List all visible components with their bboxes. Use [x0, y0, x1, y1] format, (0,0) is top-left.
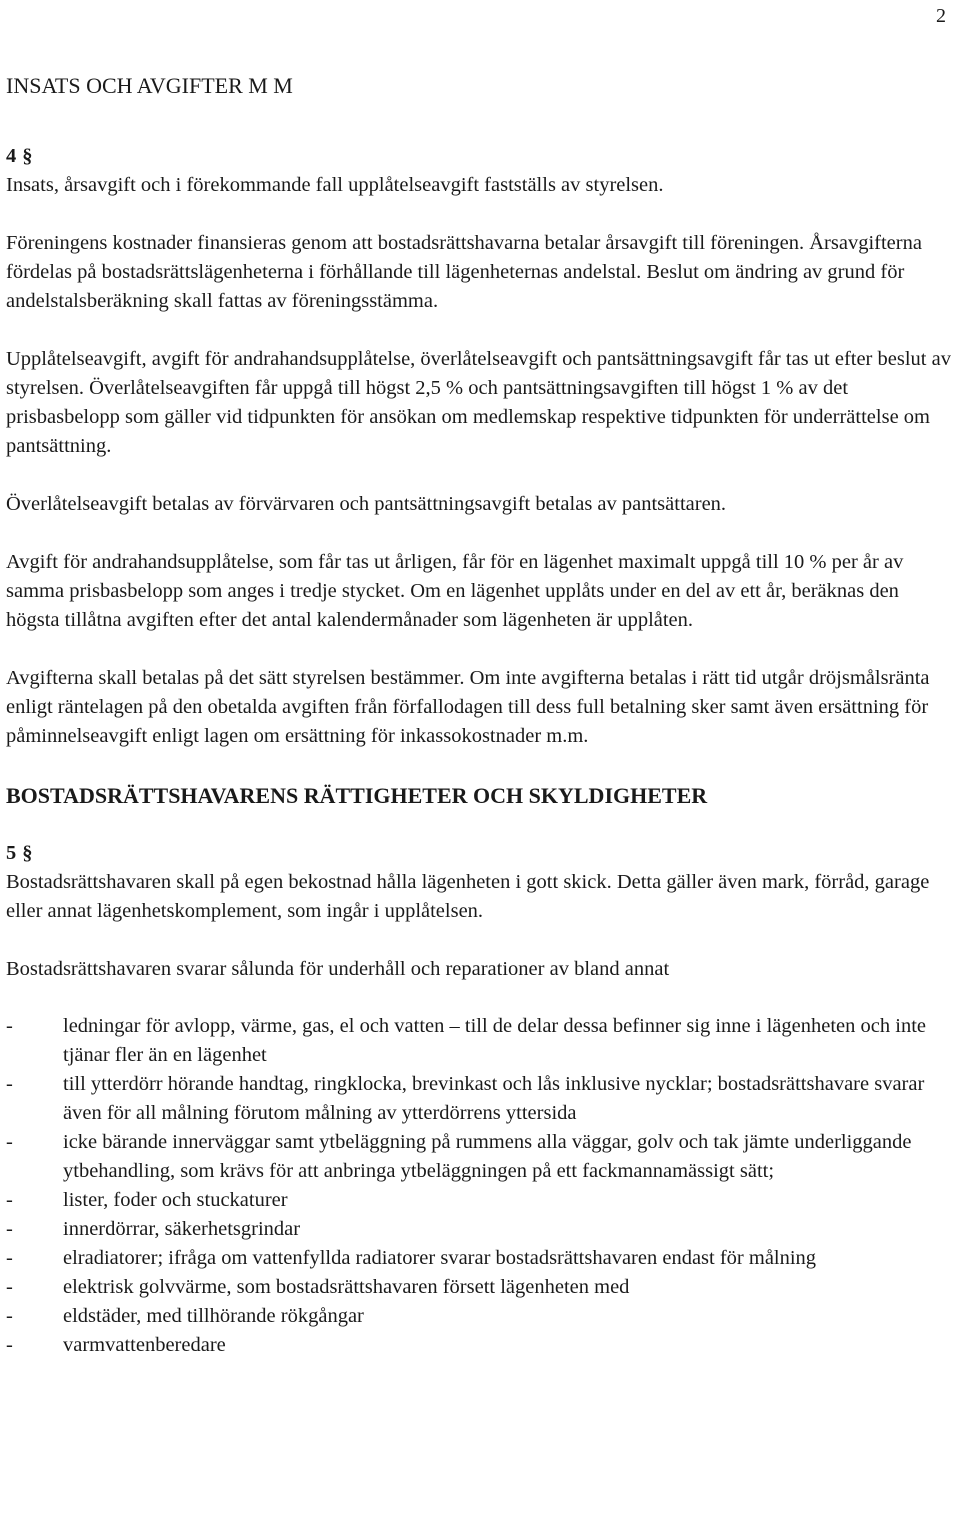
section-number-5 [6, 839, 956, 868]
list-item-text: lister, foder och stuckaturer [63, 1189, 288, 1211]
list-item [6, 1186, 956, 1215]
list-marker: - [6, 1305, 13, 1327]
paragraph: Föreningens kostnader finansieras genom att bostadsrättshavarna betalar årsavgift till föreningen. Årsavgifterna fördelas på bostadsrättslägenheterna i förhållande till lägenheternas andelstal. Beslut om ändring av grund för andelstalsberäkning skall fattas av föreningsstämma. [6, 232, 922, 312]
paragraph-sign: § [22, 842, 33, 864]
paragraph: Överlåtelseavgift betalas av förvärvaren och pantsättningsavgift betalas av pantsättaren. [6, 493, 727, 515]
list-item-text: eldstäder, med tillhörande rökgångar [63, 1305, 364, 1327]
list-marker: - [6, 1073, 13, 1095]
list-item-text: elradiatorer; ifråga om vattenfyllda radiatorer svarar bostadsrättshavaren endast för målning [63, 1247, 817, 1269]
list-item [6, 1128, 956, 1186]
list-item [6, 1070, 956, 1128]
list-item [6, 1331, 956, 1360]
list-marker: - [6, 1334, 13, 1356]
list-item [6, 1012, 956, 1070]
paragraph: Insats, årsavgift och i förekommande fall upplåtelseavgift fastställs av styrelsen. [6, 174, 664, 196]
paragraph: Avgifterna skall betalas på det sätt styrelsen bestämmer. Om inte avgifterna betalas i rätt tid utgår dröjsmålsränta enligt räntelagen på den obetalda avgiften från förfallodagen till dess full betalning sker samt även ersättning för påminnelseavgift enligt lagen om ersättning för inkassokostnader m.m. [6, 667, 930, 747]
paragraph-sign: § [22, 145, 33, 167]
list-marker: - [6, 1189, 13, 1211]
section-number-4 [6, 142, 956, 171]
list-marker: - [6, 1247, 13, 1269]
list-item-text: innerdörrar, säkerhetsgrindar [63, 1218, 301, 1240]
paragraph: Bostadsrättshavaren skall på egen bekostnad hålla lägenheten i gott skick. Detta gäller även mark, förråd, garage eller annat lägenhetskomplement, som ingår i upplåtelsen. [6, 871, 930, 922]
maintenance-list [6, 1012, 956, 1360]
list-item-text: till ytterdörr hörande handtag, ringklocka, brevinkast och lås inklusive nycklar; bostadsrättshavare svarar även för all målning förutom målning av ytterdörrens yttersida [63, 1073, 925, 1124]
paragraph: Avgift för andrahandsupplåtelse, som får tas ut årligen, får för en lägenhet maximalt uppgå till 10 % per år av samma prisbasbelopp som anges i tredje stycket. Om en lägenhet upplåts under en del av ett år, beräknas den högsta tillåtna avgiften efter det antal kalendermånader som lägenheten är upplåten. [6, 551, 904, 631]
list-item [6, 1302, 956, 1331]
section-heading-rattigheter: BOSTADSRÄTTSHAVARENS RÄTTIGHETER OCH SKYLDIGHETER [6, 783, 708, 808]
paragraph: Bostadsrättshavaren svarar sålunda för underhåll och reparationer av bland annat [6, 958, 670, 980]
list-marker: - [6, 1015, 13, 1037]
paragraph: Upplåtelseavgift, avgift för andrahandsupplåtelse, överlåtelseavgift och pantsättningsavgift får tas ut efter beslut av styrelsen. Överlåtelseavgiften får uppgå till högst 2,5 % och pantsättningsavgiften till högst 1 % av det prisbasbelopp som gäller vid tidpunkten för ansökan om medlemskap respektive tidpunkten för underrättelse om pantsättning. [6, 348, 951, 457]
list-item-text: ledningar för avlopp, värme, gas, el och vatten – till de delar dessa befinner sig inne i lägenheten och inte tjänar fler än en lägenhet [63, 1015, 926, 1066]
list-item-text: elektrisk golvvärme, som bostadsrättshavaren försett lägenheten med [63, 1276, 630, 1298]
list-marker: - [6, 1131, 13, 1153]
list-item [6, 1273, 956, 1302]
list-item-text: icke bärande innerväggar samt ytbeläggning på rummens alla väggar, golv och tak jämte underliggande ytbehandling, som krävs för att anbringa ytbeläggningen på ett fackmannamässigt sätt; [63, 1131, 912, 1182]
page-number: 2 [936, 5, 946, 27]
section-number-value: 5 [6, 842, 17, 864]
list-marker: - [6, 1276, 13, 1298]
section-heading-insats: INSATS OCH AVGIFTER M M [6, 73, 293, 98]
document-body [6, 71, 956, 1360]
section-number-value: 4 [6, 145, 17, 167]
list-item-text: varmvattenberedare [63, 1334, 226, 1356]
list-marker: - [6, 1218, 13, 1240]
list-item [6, 1215, 956, 1244]
list-item [6, 1244, 956, 1273]
